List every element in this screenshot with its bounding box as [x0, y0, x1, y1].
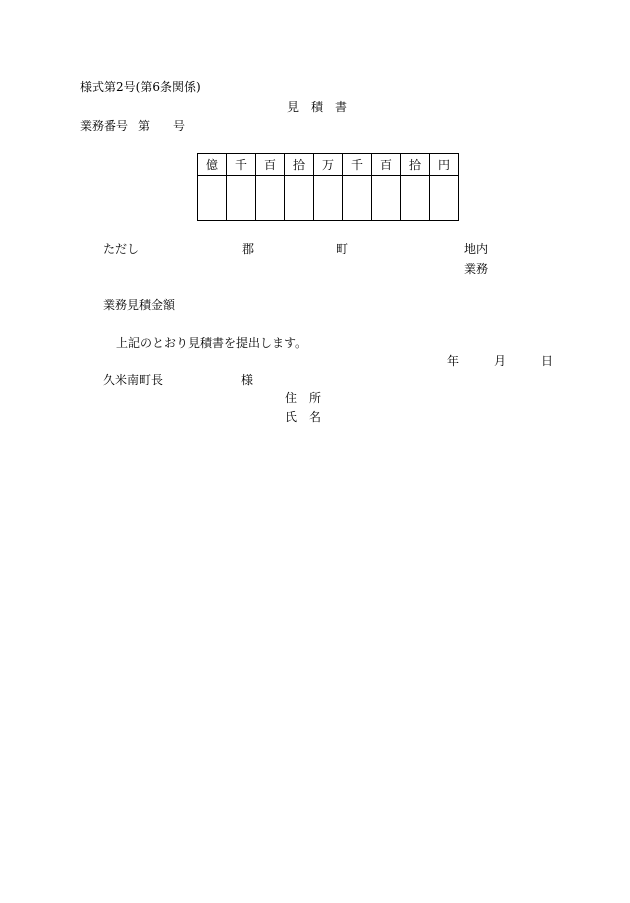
amount-cell[interactable] — [314, 176, 343, 221]
gyomu-label: 業務 — [464, 262, 489, 276]
unit-sen-man: 千 — [227, 154, 256, 176]
document-title: 見 積 書 — [287, 100, 348, 114]
amount-cell[interactable] — [343, 176, 372, 221]
gun-label: 郡 — [242, 242, 255, 256]
amount-cell[interactable] — [256, 176, 285, 221]
unit-man: 万 — [314, 154, 343, 176]
address-label: 住 所 — [285, 391, 322, 405]
unit-en: 円 — [430, 154, 459, 176]
amount-cell[interactable] — [372, 176, 401, 221]
amount-cell[interactable] — [227, 176, 256, 221]
business-number-go: 号 — [173, 119, 186, 133]
unit-hyaku: 百 — [372, 154, 401, 176]
unit-oku: 億 — [198, 154, 227, 176]
date-day: 日 — [541, 354, 554, 368]
tadashi-label: ただし — [103, 242, 140, 256]
date-year: 年 — [447, 354, 460, 368]
estimate-amount-label: 業務見積金額 — [103, 298, 176, 312]
unit-hyaku-man: 百 — [256, 154, 285, 176]
addressee-name: 久米南町長 — [103, 373, 164, 387]
unit-sen: 千 — [343, 154, 372, 176]
amount-cell[interactable] — [285, 176, 314, 221]
amount-value-row — [198, 176, 459, 221]
business-number-label: 業務番号 — [80, 119, 129, 133]
chinai-label: 地内 — [464, 242, 489, 256]
amount-cell[interactable] — [430, 176, 459, 221]
business-number-dai: 第 — [138, 119, 151, 133]
amount-unit-row — [198, 154, 459, 176]
name-label: 氏 名 — [285, 410, 322, 424]
amount-cell[interactable] — [401, 176, 430, 221]
amount-table — [197, 153, 459, 221]
date-month: 月 — [494, 354, 507, 368]
addressee-honorific: 様 — [241, 373, 254, 387]
unit-ju-man: 拾 — [285, 154, 314, 176]
form-number: 様式第2号(第6条関係) — [80, 80, 201, 94]
cho-label: 町 — [336, 242, 349, 256]
amount-cell[interactable] — [198, 176, 227, 221]
unit-ju: 拾 — [401, 154, 430, 176]
submission-statement: 上記のとおり見積書を提出します。 — [116, 336, 308, 350]
